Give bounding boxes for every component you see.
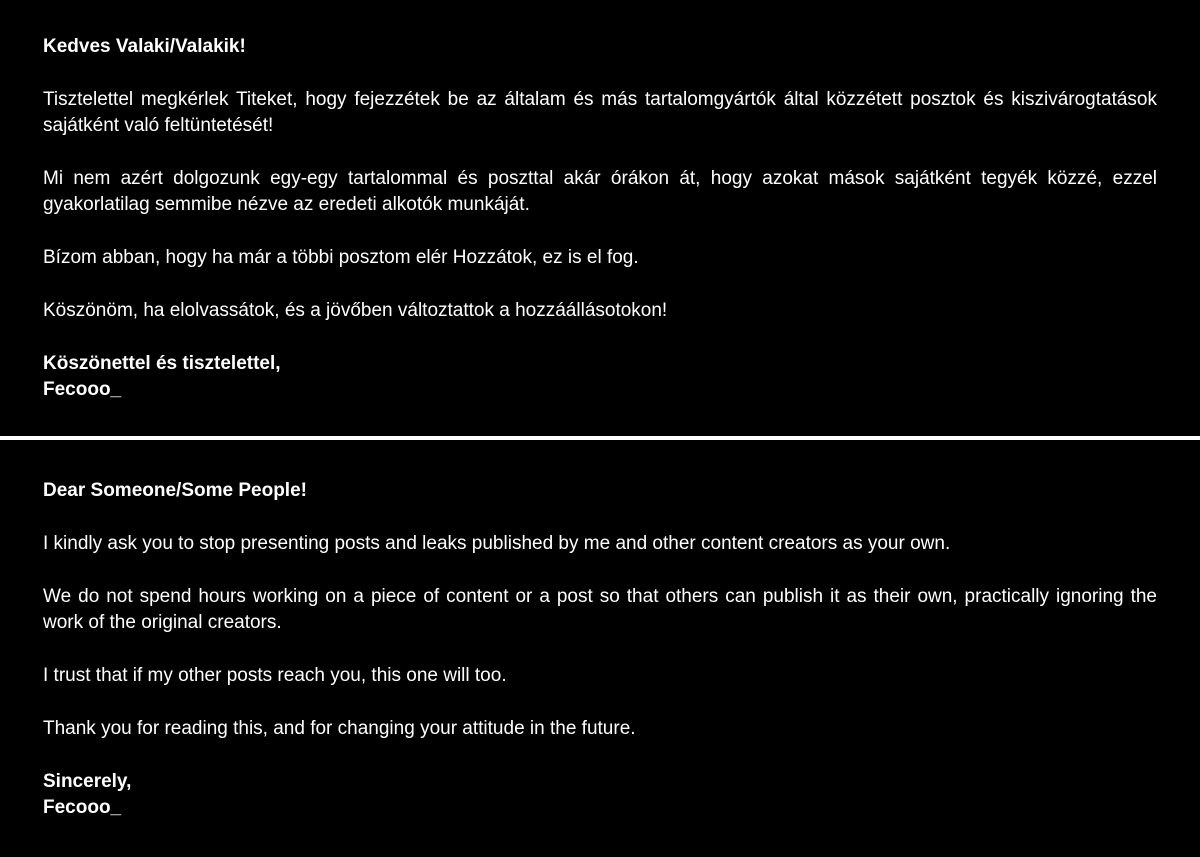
hungarian-closing: Köszönettel és tisztelettel, [43,353,281,374]
english-paragraph-3: I trust that if my other posts reach you, this one will too. [43,665,507,686]
hungarian-paragraph-1: Tisztelettel megkérlek Titeket, hogy fejezzétek be az általam és más tartalomgyártók által közzétett posztok és kiszivárogtatások sajátként való feltüntetését! [43,89,1157,136]
hungarian-paragraph-3: Bízom abban, hogy ha már a többi posztom elér Hozzátok, ez is el fog. [43,247,639,268]
english-signature: Fecooo_ [43,797,122,818]
hungarian-greeting: Kedves Valaki/Valakik! [43,36,246,57]
english-closing: Sincerely, [43,771,132,792]
hungarian-signature: Fecooo_ [43,379,122,400]
english-greeting: Dear Someone/Some People! [43,480,307,501]
english-paragraph-2: We do not spend hours working on a piece of content or a post so that others can publish it as their own, practically ignoring the work of the original creators. [43,586,1157,633]
hungarian-letter [43,34,1157,403]
english-paragraph-4: Thank you for reading this, and for changing your attitude in the future. [43,718,636,739]
english-paragraph-1: I kindly ask you to stop presenting posts and leaks published by me and other content creators as your own. [43,533,951,554]
hungarian-paragraph-2: Mi nem azért dolgozunk egy-egy tartalommal és poszttal akár órákon át, hogy azokat mások sajátként tegyék közzé, ezzel gyakorlatilag semmibe nézve az eredeti alkotók munkáját. [43,168,1157,215]
hungarian-paragraph-4: Köszönöm, ha elolvassátok, és a jövőben változtattok a hozzáállásotokon! [43,300,668,321]
english-letter [43,478,1157,821]
language-divider [0,436,1200,440]
